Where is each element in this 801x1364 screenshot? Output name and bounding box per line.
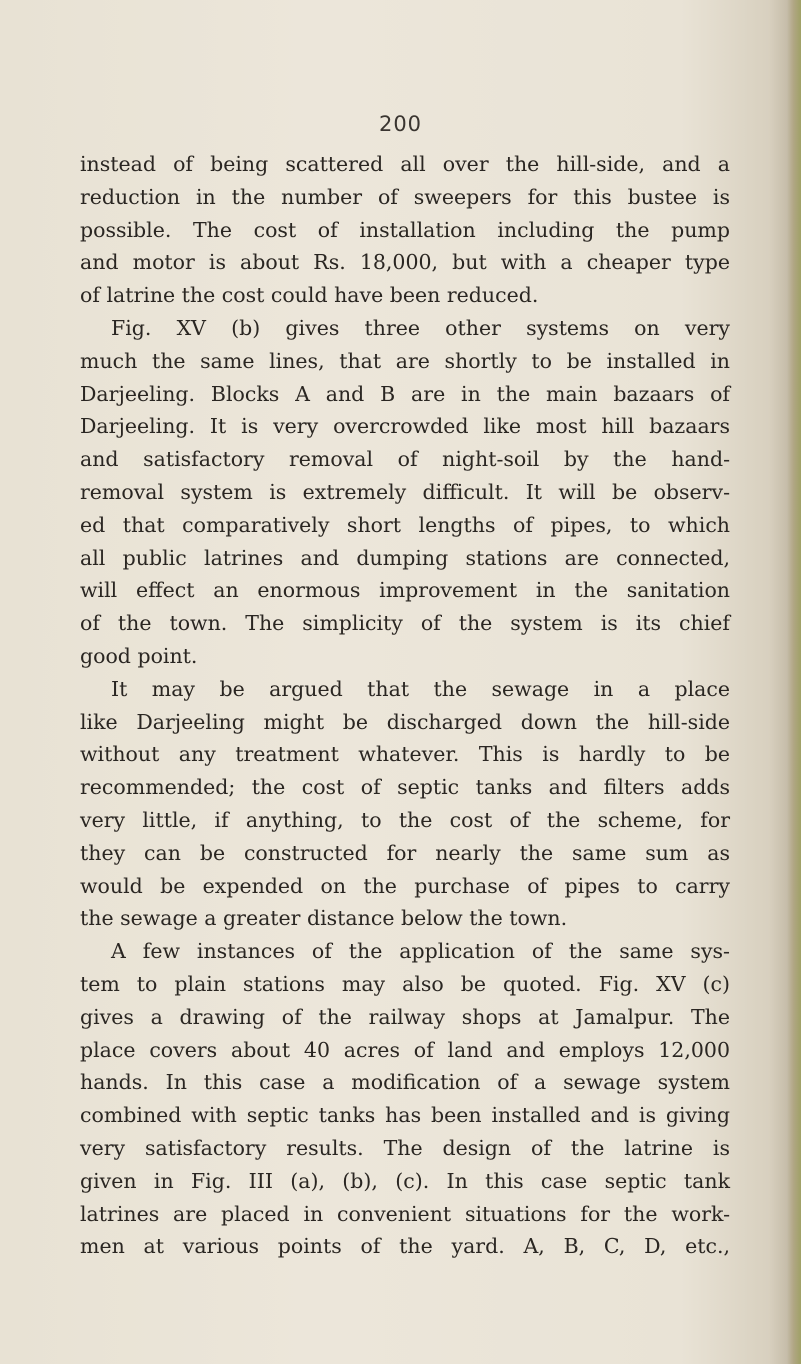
- text-line: hands. In this case a modification of a sewage system: [80, 1070, 730, 1095]
- text-line: and motor is about Rs. 18,000, but with a cheaper type: [80, 250, 730, 275]
- text-line: very little, if anything, to the cost of the scheme, for: [80, 807, 730, 832]
- text-line: gives a drawing of the railway shops at Jamalpur. The: [80, 1004, 730, 1029]
- text-line: instead of being scattered all over the hill-side, and a: [80, 152, 730, 176]
- text-line: good point.: [80, 643, 198, 668]
- text-line: of the town. The simplicity of the system is its chief: [80, 611, 730, 636]
- text-line: like Darjeeling might be discharged down the hill-side: [80, 709, 730, 734]
- text-line: latrines are placed in convenient situations for the work-: [80, 1201, 730, 1226]
- page-edge-shadow: [787, 0, 801, 1364]
- text-line: A few instances of the application of the same sys-: [111, 939, 730, 964]
- text-line: possible. The cost of installation including the pump: [80, 217, 730, 242]
- text-line: very satisfactory results. The design of the latrine is: [80, 1135, 730, 1160]
- text-line: place covers about 40 acres of land and employs 12,000: [80, 1037, 730, 1062]
- text-line: all public latrines and dumping stations are connected,: [80, 545, 730, 570]
- text-line: It may be argued that the sewage in a place: [111, 676, 730, 701]
- text-line: combined with septic tanks has been installed and is giving: [80, 1103, 730, 1128]
- text-line: and satisfactory removal of night-soil by the hand-: [80, 447, 730, 472]
- text-line: Darjeeling. Blocks A and B are in the main bazaars of: [80, 381, 730, 406]
- text-line: they can be constructed for nearly the same sum as: [80, 840, 730, 865]
- text-line: would be expended on the purchase of pipes to carry: [80, 873, 730, 898]
- text-line: ed that comparatively short lengths of pipes, to which: [80, 512, 730, 537]
- text-line: Darjeeling. It is very overcrowded like most hill bazaars: [80, 414, 730, 439]
- text-line: the sewage a greater distance below the town.: [80, 906, 568, 931]
- text-line: recommended; the cost of septic tanks and filters adds: [80, 775, 730, 800]
- text-line: without any treatment whatever. This is hardly to be: [80, 742, 730, 767]
- body-text: [80, 148, 730, 1263]
- text-line: reduction in the number of sweepers for this bustee is: [80, 184, 730, 209]
- text-line: men at various points of the yard. A, B, C, D, etc.,: [80, 1234, 730, 1259]
- text-line: Fig. XV (b) gives three other systems on very: [111, 315, 730, 340]
- text-line: much the same lines, that are shortly to be installed in: [80, 348, 730, 373]
- page-number: 200: [378, 112, 423, 136]
- text-line: removal system is extremely difficult. It will be observ-: [80, 479, 730, 504]
- text-line: of latrine the cost could have been reduced.: [80, 283, 539, 308]
- text-line: will effect an enormous improvement in the sanitation: [80, 578, 730, 603]
- text-line: given in Fig. III (a), (b), (c). In this case septic tank: [80, 1168, 730, 1193]
- text-line: tem to plain stations may also be quoted. Fig. XV (c): [80, 971, 730, 996]
